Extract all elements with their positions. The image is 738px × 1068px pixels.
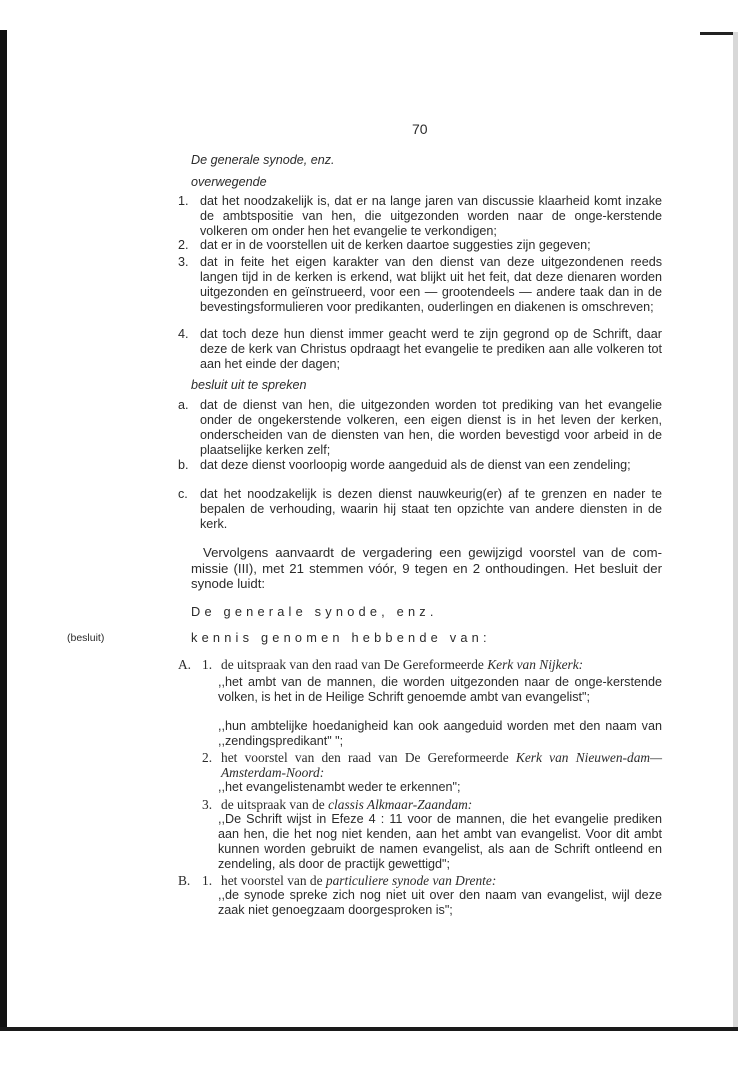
decision-letter: a. xyxy=(178,398,189,412)
vervolgens-paragraph: Vervolgens aanvaardt de vergadering een gewijzigd voorstel van de com-missie (III), met 21 stemmen vóór, 9 tegen en 2 onthoudingen. Het besluit der synode luidt: xyxy=(191,545,662,591)
decision-letter: c. xyxy=(178,487,188,501)
b1-quote: ,,de synode spreke zich nog niet uit over den naam van evangelist, wijl deze zaak niet genoegzaam doorgesproken is"; xyxy=(218,888,662,917)
scan-border-right xyxy=(733,32,738,1030)
a2-intro-italic: Kerk van Nieuwen-dam—Amsterdam-Noord: xyxy=(221,750,662,780)
b1-intro-text: het voorstel van de xyxy=(221,873,326,888)
a3-intro-italic: classis Alkmaar-Zaandam: xyxy=(328,797,473,812)
consideration-number: 4. xyxy=(178,327,189,341)
consideration-number: 1. xyxy=(178,194,189,208)
decision-text: dat deze dienst voorloopig worde aangeduid als de dienst van een zendeling; xyxy=(200,458,631,472)
item-number: 2. xyxy=(202,750,213,765)
a2-intro-text: het voorstel van den raad van De Gereformeerde xyxy=(221,750,516,765)
a3-intro xyxy=(221,797,472,812)
section-letter-b: B. xyxy=(178,873,191,888)
decision-letter: b. xyxy=(178,458,189,472)
item-number: 3. xyxy=(202,797,213,812)
consideration-text: dat het noodzakelijk is, dat er na lange jaren van discussie klaarheid komt inzake de ambtspositie van hen, die uitgezonden worden naar de onge-kerstende volkeren om onder hen het evangelie te verkondigen; xyxy=(200,194,662,238)
a1-intro-text: de uitspraak van den raad van De Gereformeerde xyxy=(221,657,488,672)
consideration-number: 2. xyxy=(178,238,189,252)
decision-text: dat het noodzakelijk is dezen dienst nauwkeurig(er) af te grenzen en nader te bepalen de verhouding, waarin hij staat ten opzichte van andere diensten in de kerk. xyxy=(200,487,662,531)
consideration-text: dat in feite het eigen karakter van den dienst van deze uitgezondenen reeds langen tijd in de kerken is erkend, wat blijkt uit het feit, dat deze dienaren worden uitgezonden en geïnstrueerd, voor een — grootendeels — andere taak dan in de bevestingsformulieren voor predikanten, ouderlingen en diakenen is omschreven; xyxy=(200,255,662,314)
scan-border-bottom xyxy=(0,1027,738,1031)
overwegende-label: overwegende xyxy=(191,175,267,189)
spaced-header: De generale synode, enz. xyxy=(191,604,438,619)
a3-quote: ,,De Schrift wijst in Efeze 4 : 11 voor de mannen, die het evangelie prediken aan hen, die het nog niet kenden, aan het ambt van evangelist. Voor dit ambt kunnen worden gebruikt de namen evangelist, als aan de Schrift ontleend en zendeling, als door de practijk gewettigd"; xyxy=(218,812,662,871)
consideration-number: 3. xyxy=(178,255,189,269)
consideration-text: dat toch deze hun dienst immer geacht werd te zijn gegrond op de Schrift, daar deze de kerk van Christus opdraagt het evangelie te prediken aan alle volkeren tot aan het einde der dagen; xyxy=(200,327,662,371)
decision-text: dat de dienst van hen, die uitgezonden worden tot prediking van het evangelie onder de ongekerstende volkeren, een eigen dienst is in het leven der kerken, onderscheiden van de diensten van hen, die worden bevestigd voor arbeid in de plaatselijke kerken zelf; xyxy=(200,398,662,457)
section-letter-a: A. xyxy=(178,657,192,672)
a1-quote-1: ,,het ambt van de mannen, die worden uitgezonden naar de onge-kerstende volken, is het in de Heilige Schrift genoemde ambt van evangelist"; xyxy=(218,675,662,704)
consideration-text: dat er in de voorstellen uit de kerken daartoe suggesties zijn gegeven; xyxy=(200,238,591,252)
a3-intro-text: de uitspraak van de xyxy=(221,797,329,812)
header-line: De generale synode, enz. xyxy=(191,153,335,167)
besluit-label: besluit uit te spreken xyxy=(191,378,307,392)
margin-note: (besluit) xyxy=(67,632,105,644)
scan-border-left xyxy=(0,30,7,1030)
page-number: 70 xyxy=(412,121,428,137)
spaced-kennis: kennis genomen hebbende van: xyxy=(191,630,491,645)
item-number: 1. xyxy=(202,873,213,888)
a2-intro xyxy=(221,750,662,780)
item-number: 1. xyxy=(202,657,213,672)
a2-quote: ,,het evangelistenambt weder te erkennen"; xyxy=(218,780,461,794)
a1-intro xyxy=(221,657,583,672)
b1-intro xyxy=(221,873,496,888)
a1-intro-italic: Kerk van Nijkerk: xyxy=(487,657,584,672)
a1-quote-2: ,,hun ambtelijke hoedanigheid kan ook aangeduid worden met den naam van ,,zendingspredikant" "; xyxy=(218,719,662,748)
b1-intro-italic: particuliere synode van Drente: xyxy=(325,873,497,888)
